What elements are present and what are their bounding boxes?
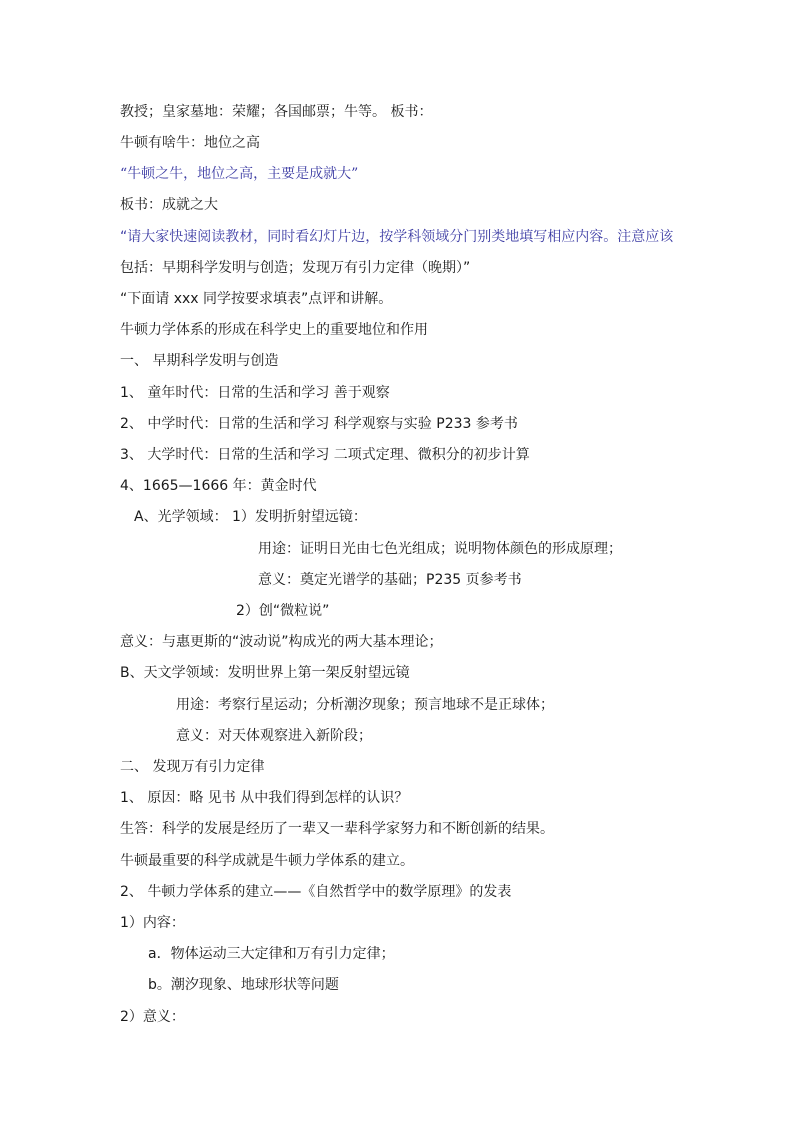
text-line: “下面请 xxx 同学按要求填表”点评和讲解。	[120, 291, 393, 307]
text-line: 包括：早期科学发明与创造；发现万有引力定律（晚期）”	[120, 260, 471, 276]
list-item: 4、1665—1666 年：黄金时代	[120, 478, 317, 494]
subsection-heading: A、光学领域： 1）发明折射望远镜：	[134, 509, 367, 525]
list-item: 2、 中学时代：日常的生活和学习 科学观察与实验 P233 参考书	[120, 416, 518, 432]
text-line: 生答：科学的发展是经历了一辈又一辈科学家努力和不断创新的结果。	[120, 821, 554, 837]
detail-line: a．物体运动三大定律和万有引力定律；	[148, 946, 395, 962]
quote-line	[120, 228, 673, 246]
text-line: 教授；皇家墓地：荣耀；各国邮票；牛等。 板书：	[120, 104, 433, 120]
text-line: 意义：与惠更斯的“波动说”构成光的两大基本理论；	[120, 634, 443, 650]
detail-line: b。潮汐现象、地球形状等问题	[148, 977, 339, 993]
list-item: 1）内容：	[120, 915, 185, 931]
detail-line: 用途：考察行星运动；分析潮汐现象；预言地球不是正球体；	[176, 697, 554, 713]
subsection-heading: B、天文学领域：发明世界上第一架反射望远镜	[120, 665, 410, 681]
list-item: 2）意义：	[120, 1009, 185, 1025]
detail-line: 意义：对天体观察进入新阶段；	[176, 728, 372, 744]
detail-line: 意义：奠定光谱学的基础；P235 页参考书	[258, 572, 522, 588]
detail-line: 2）创“微粒说”	[236, 603, 330, 619]
quote-text-blue: “请大家快速阅读教材，同时看幻灯片边，按学科领域分门别类地填写相应内容。注意应该	[120, 229, 674, 245]
list-item: 3、 大学时代：日常的生活和学习 二项式定理、微积分的初步计算	[120, 447, 530, 463]
section-heading: 二、 发现万有引力定律	[120, 759, 265, 775]
section-heading: 一、 早期科学发明与创造	[120, 353, 279, 369]
quote-line: “牛顿之牛，地位之高，主要是成就大”	[120, 166, 359, 182]
text-line: 牛顿有啥牛：地位之高	[120, 135, 260, 151]
section-heading: 牛顿力学体系的形成在科学史上的重要地位和作用	[120, 322, 428, 338]
text-line: 板书：成就之大	[120, 197, 218, 213]
list-item: 1、 原因：略 见书 从中我们得到怎样的认识？	[120, 790, 409, 806]
list-item: 1、 童年时代：日常的生活和学习 善于观察	[120, 385, 390, 401]
list-item: 2、 牛顿力学体系的建立——《自然哲学中的数学原理》的发表	[120, 884, 512, 900]
detail-line: 用途：证明日光由七色光组成；说明物体颜色的形成原理；	[258, 541, 622, 557]
text-line: 牛顿最重要的科学成就是牛顿力学体系的建立。	[120, 853, 414, 869]
